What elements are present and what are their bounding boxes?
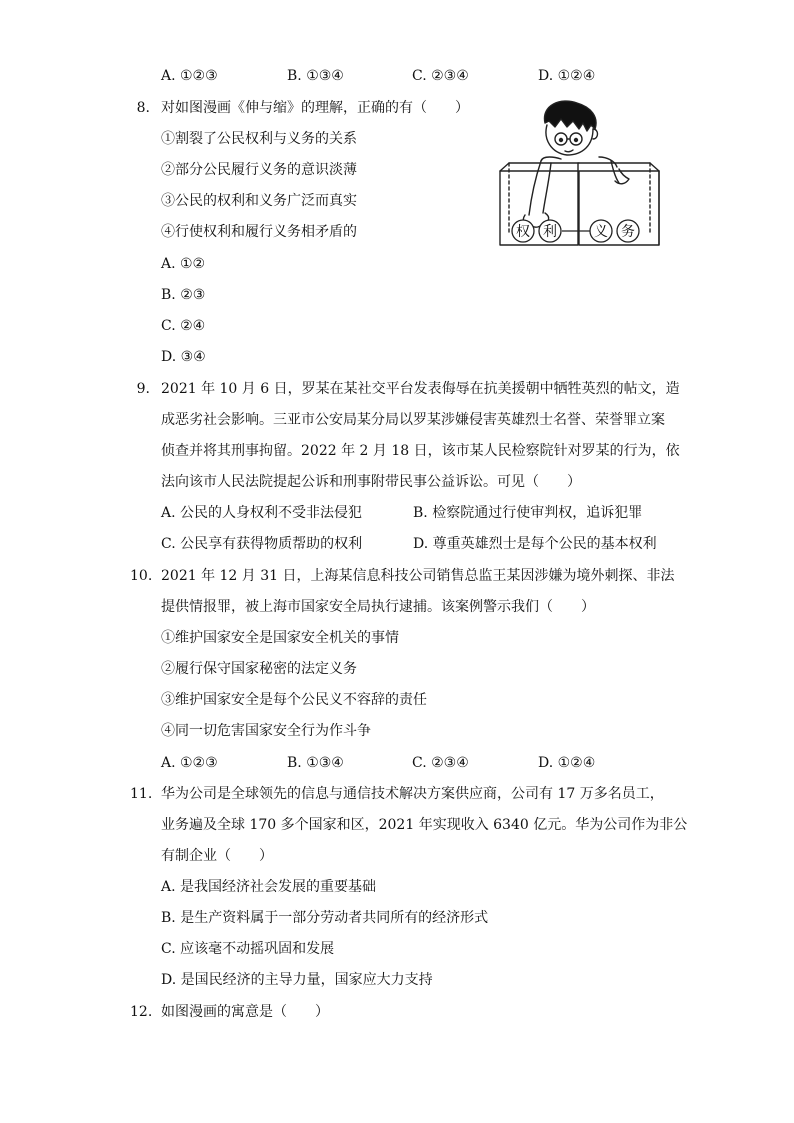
q11-option-b: B. 是生产资料属于一部分劳动者共同所有的经济形式: [161, 910, 489, 926]
cartoon-illustration: [495, 99, 665, 251]
q7-option-a: A. ①②③: [161, 68, 218, 84]
q10-item-1: ①维护国家安全是国家安全机关的事情: [161, 630, 399, 646]
q9-option-d: D. 尊重英雄烈士是每个公民的基本权利: [413, 536, 657, 552]
q9-option-b: B. 检察院通过行使审判权，追诉犯罪: [413, 505, 643, 521]
q11-option-c: C. 应该毫不动摇巩固和发展: [161, 941, 335, 957]
q12-number: 12.: [130, 1004, 153, 1020]
q7-option-b: B. ①③④: [287, 68, 344, 84]
q9-line-3: 侦查并将其刑事拘留。2022 年 2 月 18 日，该市某人民检察院针对罗某的行为，依: [161, 443, 680, 459]
q7-option-c: C. ②③④: [412, 68, 469, 84]
q11-number: 11.: [130, 786, 153, 802]
q9-line-1: 2021 年 10 月 6 日，罗某在某社交平台发表侮辱在抗美援朝中牺牲英烈的帖文，造: [161, 381, 680, 397]
q9-option-c: C. 公民享有获得物质帮助的权利: [161, 536, 363, 552]
q12-stem: 如图漫画的寓意是（ ）: [161, 1004, 329, 1020]
q7-option-d: D. ①②④: [538, 68, 596, 84]
q8-item-1: ①割裂了公民权利与义务的关系: [161, 131, 357, 147]
q10-line-2: 提供情报罪，被上海市国家安全局执行逮捕。该案例警示我们（ ）: [161, 599, 595, 615]
q8-stem: 对如图漫画《伸与缩》的理解，正确的有（ ）: [161, 100, 469, 116]
q10-option-c: C. ②③④: [412, 755, 469, 771]
q10-option-d: D. ①②④: [538, 755, 596, 771]
q8-item-2: ②部分公民履行义务的意识淡薄: [161, 162, 357, 178]
q8-option-a: A. ①②: [161, 256, 206, 272]
q9-number: 9.: [136, 381, 150, 397]
q11-option-a: A. 是我国经济社会发展的重要基础: [161, 879, 377, 895]
q11-line-2: 业务遍及全球 170 多个国家和区，2021 年实现收入 6340 亿元。华为公司作为非公: [161, 817, 688, 833]
q10-option-a: A. ①②③: [161, 755, 218, 771]
q11-line-3: 有制企业（ ）: [161, 848, 273, 864]
q8-number: 8.: [136, 100, 150, 116]
q10-item-4: ④同一切危害国家安全行为作斗争: [161, 723, 371, 739]
q9-line-2: 成恶劣社会影响。三亚市公安局某分局以罗某涉嫌侵害英雄烈士名誉、荣誉罪立案: [161, 412, 665, 428]
q9-line-4: 法向该市人民法院提起公诉和刑事附带民事公益诉讼。可见（ ）: [161, 474, 581, 490]
q8-option-d: D. ③④: [161, 349, 206, 365]
q8-option-b: B. ②③: [161, 287, 206, 303]
q8-option-c: C. ②④: [161, 318, 206, 334]
q10-line-1: 2021 年 12 月 31 日，上海某信息科技公司销售总监王某因涉嫌为境外刺探、非法: [161, 568, 675, 584]
q10-item-2: ②履行保守国家秘密的法定义务: [161, 661, 357, 677]
person-figure: [523, 101, 629, 227]
cartoon-char-wu: 务: [621, 224, 635, 240]
q9-option-a: A. 公民的人身权利不受非法侵犯: [161, 505, 363, 521]
q11-option-d: D. 是国民经济的主导力量，国家应大力支持: [161, 972, 433, 988]
q10-number: 10.: [130, 568, 153, 584]
cartoon-char-yi: 义: [594, 224, 608, 240]
cartoon-char-quan: 权: [516, 224, 530, 240]
cartoon-char-li: 利: [543, 224, 557, 240]
q8-item-3: ③公民的权利和义务广泛而真实: [161, 193, 357, 209]
q8-item-4: ④行使权利和履行义务相矛盾的: [161, 224, 357, 240]
q11-line-1: 华为公司是全球领先的信息与通信技术解决方案供应商，公司有 17 万多名员工，: [161, 786, 664, 802]
q10-item-3: ③维护国家安全是每个公民义不容辞的责任: [161, 692, 427, 708]
q10-option-b: B. ①③④: [287, 755, 344, 771]
